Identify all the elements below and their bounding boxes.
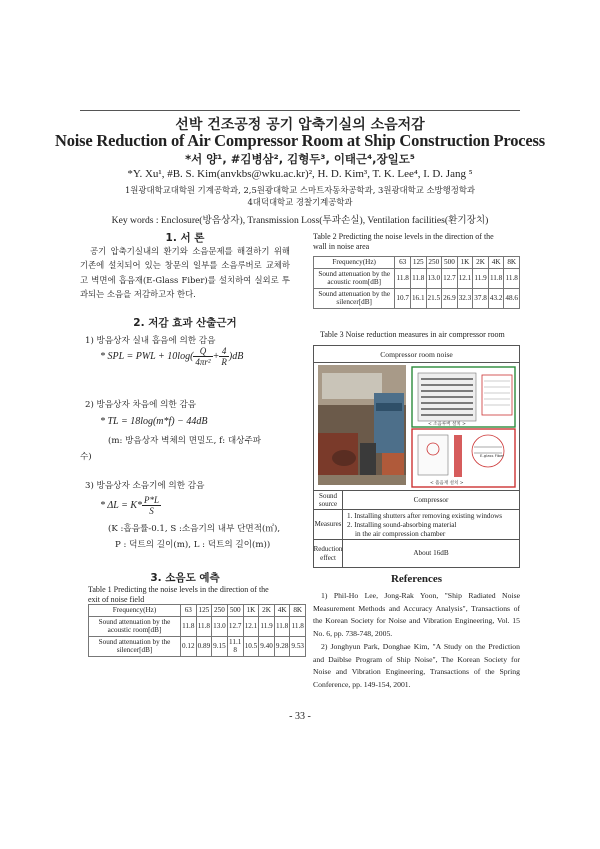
table-cell: 9.15: [212, 636, 228, 656]
section-1-heading: 1. 서 론: [165, 232, 205, 244]
table-2-caption-line-1: Table 2 Predicting the noise levels in the direction of the: [313, 232, 494, 241]
absorber-diagram: [412, 429, 515, 487]
table-cell: 12.7: [227, 616, 243, 636]
fiber-label: E-glass Fiber: [480, 453, 504, 458]
table-cell: 11.8: [395, 268, 411, 288]
table-cell: 21.5: [426, 288, 442, 308]
item-2: 2) 방음상자 차음에 의한 감음: [85, 400, 197, 410]
formula-spl-plus: +: [212, 350, 220, 362]
table-cell: 12.1: [457, 268, 473, 288]
measures-value: [343, 510, 519, 539]
table-header-cell: 125: [410, 257, 426, 269]
formula-tl: * TL = 18log(m*f) − 44dB: [100, 416, 208, 427]
table-cell: 13.0: [212, 616, 228, 636]
table-header-cell: 500: [442, 257, 458, 269]
item-2-note-b: 수): [80, 452, 92, 462]
table-3-row-measures: [314, 510, 519, 540]
formula-spl-lhs: * SPL = PWL + 10log(: [100, 350, 194, 362]
title-korean: 선박 건조공정 공기 압축기실의 소음저감: [175, 117, 425, 133]
compressor-room-photo: [318, 365, 406, 485]
affiliation-line-2: 4대덕대학교 경찰기계공학과: [247, 197, 353, 207]
table-row: [89, 616, 306, 636]
table-header-cell: 63: [395, 257, 411, 269]
table-cell: 32.3: [457, 288, 473, 308]
formula-dl-lhs: * ΔL = K*: [100, 499, 142, 511]
table-cell: 26.9: [442, 288, 458, 308]
table-3: [313, 345, 520, 568]
table-cell: 10.5: [243, 636, 259, 656]
table-header-cell: 1K: [457, 257, 473, 269]
table-header-row: [89, 605, 306, 617]
table-cell: 11.9: [473, 268, 489, 288]
table-row: [314, 288, 520, 308]
table-header-cell: 500: [227, 605, 243, 617]
table-1-caption-line-1: Table 1 Predicting the noise levels in the direction of the: [88, 585, 269, 594]
table-header-cell: 250: [426, 257, 442, 269]
table-cell: Sound attenuation by the acoustic room[dB]: [89, 616, 181, 636]
formula-spl-num-2: 4: [219, 346, 229, 357]
table-cell: 11.8: [196, 616, 212, 636]
affiliation-line-1: 1원광대학교대학원 기계공학과, 2,5원광대학교 스마트자동차공학과, 3원광대학교 소방행정학과: [124, 185, 476, 195]
reduction-value: About 16dB: [413, 549, 449, 557]
table-cell: 9.28: [274, 636, 290, 656]
table-cell: 11.8: [274, 616, 290, 636]
formula-spl-rhs: )dB: [228, 350, 244, 362]
formula-spl-den-1: 4πr²: [195, 357, 211, 367]
table-header-cell: 2K: [473, 257, 489, 269]
table-2-caption: [313, 232, 520, 251]
keywords: Key words : Enclosure(방음상자), Transmission Loss(투과손실), Ventilation facilities(환기장치): [111, 215, 489, 226]
table-header-row: [314, 257, 520, 269]
table-cell: 37.8: [473, 288, 489, 308]
louver-diagram: [412, 367, 515, 427]
table-cell: 9.53: [290, 636, 306, 656]
formula-dl-den: S: [149, 506, 154, 516]
item-2-note-a: (m: 방음상자 벽체의 면밀도, f: 대상주파: [108, 436, 262, 446]
table-3-figure-row: [314, 363, 519, 491]
formula-dl-frac: [142, 495, 161, 516]
formula-spl: [100, 346, 243, 367]
item-3-note-b: P : 덕트의 길이(m), L : 덕트의 길이(m)): [115, 540, 271, 550]
table-3-row-reduction: [314, 540, 519, 567]
table-cell: 11.8: [488, 268, 504, 288]
formula-spl-den-2: R: [221, 357, 227, 367]
table-cell: 9.40: [259, 636, 275, 656]
table-cell: 12.1: [243, 616, 259, 636]
authors-english: *Y. Xu¹, #B. S. Kim(anvkbs@wku.ac.kr)², H. D. Kim³, T. K. Lee⁴, I. D. Jang ⁵: [127, 168, 473, 180]
reference-2: 2) Jonghyun Park, Donghae Kim, "A Study on the Prediction and Daiblse Program of Ship Noise", The Korean Society for Noise and Vibration Engineering, Transactions of the Spring Conference, pp. 149-154, 2001.: [313, 642, 520, 689]
table-cell: 13.0: [426, 268, 442, 288]
table-1: [88, 604, 306, 657]
table-header-cell: 1K: [243, 605, 259, 617]
formula-dl-num: P*L: [144, 495, 160, 505]
section-2-heading: 2. 저감 효과 산출근거: [133, 317, 237, 329]
table-cell: 43.2: [488, 288, 504, 308]
top-rule: [80, 110, 520, 111]
absorber-label: < 흡음재 설치 >: [430, 481, 464, 486]
measure-2: 2. Installing sound-absorbing material: [347, 521, 457, 529]
table-cell: 11.1 8: [229, 637, 242, 654]
table-cell: 10.7: [395, 288, 411, 308]
table-cell: 48.6: [504, 288, 520, 308]
table-3-row-source: [314, 491, 519, 510]
table-cell: 16.1: [410, 288, 426, 308]
table-cell: Sound attenuation by the silencer[dB]: [314, 288, 395, 308]
measure-2b: in the air compression chamber: [355, 530, 446, 538]
table-row: [89, 636, 306, 656]
table-cell: 11.8: [290, 616, 306, 636]
formula-spl-frac-2: [219, 346, 229, 367]
authors-korean: *서 양¹, #김병삼², 김형두³, 이태근⁴,장일도⁵: [185, 152, 415, 166]
table-cell: 11.8: [410, 268, 426, 288]
reference-1: 1) Phil-Ho Lee, Jong-Rak Yoon, "Ship Radiated Noise Measurement Methods and Accuracy Analysis", Transactions of the Korean Society for Noise and Vibration Engineering, Vol. 15 No. 6, pp. 738-748, 2005.: [313, 591, 520, 638]
intro-paragraph: 공기 압축기실내의 환기와 소음문제를 해결하기 위해 기존에 설치되어 있는 창문의 일부를 소음루버로 교체하고 벽면에 흡음재(E-Glass Fiber)를 설치하여 실외로 투과되는 소음을 저감하고자 한다.: [80, 246, 290, 299]
table-cell: 0.12: [181, 636, 197, 656]
table-3-head: Compressor room noise: [314, 346, 519, 363]
measures-label: Measures: [314, 510, 343, 539]
formula-spl-frac-1: [193, 346, 212, 367]
table-row: [314, 268, 520, 288]
measure-1: 1. Installing shutters after removing existing windows: [347, 512, 503, 520]
table-header-cell: 4K: [274, 605, 290, 617]
louver-label: < 소음루버 설치 >: [428, 422, 466, 427]
reduction-label: Reduction effect: [314, 540, 343, 567]
table-header-cell: 125: [196, 605, 212, 617]
table-header-cell: Frequency(Hz): [314, 257, 395, 269]
table-2: [313, 256, 520, 309]
table-cell: Sound attenuation by the silencer[dB]: [89, 636, 181, 656]
table-header-cell: 4K: [488, 257, 504, 269]
table-3-caption: Table 3 Noise reduction measures in air compressor room: [320, 330, 505, 339]
table-cell: 11.8: [181, 616, 197, 636]
item-3-note-a: (K :흡음률-0.1, S :소음기의 내부 단면적(㎡),: [108, 524, 281, 534]
title-english: Noise Reduction of Air Compressor Room at Ship Construction Process: [54, 131, 545, 150]
table-cell: Sound attenuation by the acoustic room[dB]: [314, 268, 395, 288]
references-heading: References: [390, 573, 443, 585]
table-cell: 11.8: [504, 268, 520, 288]
table-1-caption-line-2: exit of noise field: [88, 594, 145, 604]
table-2-caption-line-2: wall in noise area: [313, 241, 370, 251]
table-1-caption: [88, 585, 293, 604]
formula-spl-num-1: Q: [193, 346, 212, 357]
table-header-cell: 2K: [259, 605, 275, 617]
table-header-cell: 63: [181, 605, 197, 617]
table-header-cell: 8K: [504, 257, 520, 269]
formula-dl: [100, 495, 161, 516]
item-3: 3) 방음상자 소음기에 의한 감음: [85, 481, 205, 491]
source-label: Sound source: [314, 491, 343, 509]
table-header-cell: Frequency(Hz): [89, 605, 181, 617]
compressor-room-figure: [314, 363, 519, 491]
source-value: Compressor: [413, 495, 449, 504]
section-3-heading: 3. 소음도 예측: [150, 572, 220, 584]
table-header-cell: 8K: [290, 605, 306, 617]
table-cell: 11.9: [259, 616, 275, 636]
table-cell: 0.89: [196, 636, 212, 656]
page-number: - 33 -: [289, 711, 311, 722]
table-header-cell: 250: [212, 605, 228, 617]
item-1: 1) 방음상자 실내 흡음에 의한 감음: [85, 336, 216, 346]
table-cell: 12.7: [442, 268, 458, 288]
